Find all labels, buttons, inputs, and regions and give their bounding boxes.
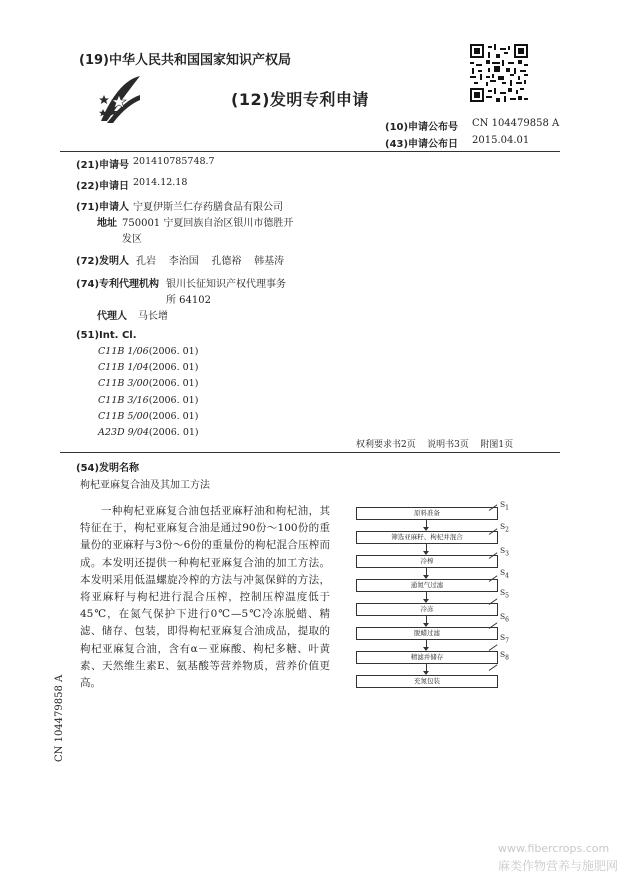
watermark-url: www.fibercrops.com [498,842,610,855]
flow-step-box: 原料准备 [356,507,498,520]
applicant-label: (71)申请人 [76,202,130,213]
ipc-row: A23D 9/04(2006. 01) [98,427,199,438]
header-divider [60,151,560,152]
inventors-value: 孔岩 李治国 孔德裕 韩基涛 [136,256,285,267]
ipc-row: C11B 1/04(2006. 01) [98,362,199,373]
app-no-value: 201410785748.7 [133,156,215,167]
pub-no-label: (10)申请公布号 [385,122,459,133]
flow-step-number: $S_6$ [500,612,509,624]
biblio-divider [60,452,560,453]
pub-date-label: (43)申请公布日 [385,139,459,150]
office-emblem-icon [93,73,143,125]
document-type: (12)发明专利申请 [231,90,369,109]
ipc-row: C11B 3/16(2006. 01) [98,395,199,406]
applicant-value: 宁夏伊斯兰仁存药膳食品有限公司 [133,202,283,213]
app-no-label: (21)申请号 [76,160,130,171]
agent-value: 马长增 [138,311,168,322]
flow-step-number: $S_7$ [500,633,509,645]
flow-step-box: 冷榨 [356,555,498,568]
ipc-row: C11B 1/06(2006. 01) [98,346,199,357]
agent-label: 代理人 [97,311,127,322]
invention-title-label: (54)发明名称 [76,463,140,474]
flow-step-box: 精滤并储存 [356,651,498,664]
watermark-site-name: 麻类作物营养与施肥网 [498,859,619,873]
flow-step-box: 充氮包装 [356,675,498,688]
agency-label: (74)专利代理机构 [76,279,160,290]
agency-line1: 银川长征知识产权代理事务 [166,279,286,290]
flow-step-box: 通氮气过滤 [356,579,498,592]
flow-step-box: 筛选亚麻籽、枸杞并混合 [356,531,498,544]
flow-step-number: $S_4$ [500,568,509,580]
qr-code-icon [470,44,528,102]
page-counts: 权利要求书2页 说明书3页 附图1页 [356,440,514,450]
flow-step-number: $S_1$ [500,500,509,512]
flow-step-number: $S_8$ [500,650,509,662]
app-date-value: 2014.12.18 [133,177,188,188]
ipc-label: (51)Int. Cl. [76,330,137,341]
address-line2: 发区 [122,234,142,245]
abstract-text: 一种枸杞亚麻复合油包括亚麻籽油和枸杞油，其特征在于，枸杞亚麻复合油是通过90份～100份的重量份的亚麻籽与3份～6份的重量份的枸杞混合压榨而成。本发明还提供一种枸杞亚麻复合油的加工方法。本发明采用低温螺旋冷榨的方法与冲氮保鲜的方法，将亚麻籽与枸杞进行混合压榨，控制压榨温度低于45℃，在氮气保护下进行0℃—5℃冷冻脱蜡、精滤、储存、包装，即得枸杞亚麻复合油成品，提取的枸杞亚麻复合油，含有α－亚麻酸、枸杞多糖、叶黄素、天然维生素E、氨基酸等营养物质，营养价值更高。 [80,505,330,690]
flow-step-number: $S_2$ [500,522,509,534]
ipc-row: C11B 5/00(2006. 01) [98,411,199,422]
flow-step-number: $S_5$ [500,588,509,600]
flow-step-box: 脱蜡过滤 [356,627,498,640]
flow-step-number: $S_3$ [500,546,509,558]
office-name: (19)中华人民共和国国家知识产权局 [79,53,291,68]
pub-no-value: CN 104479858 A [472,118,560,129]
agency-line2: 所 64102 [166,295,211,306]
address-line1: 750001 宁夏回族自治区银川市德胜开 [122,218,294,229]
address-label: 地址 [97,218,117,229]
app-date-label: (22)申请日 [76,181,130,192]
invention-title: 枸杞亚麻复合油及其加工方法 [80,480,210,491]
ipc-row: C11B 3/00(2006. 01) [98,378,199,389]
side-publication-number: CN 104479858 A [54,674,65,762]
pub-date-value: 2015.04.01 [472,135,530,146]
flow-step-box: 冷冻 [356,603,498,616]
inventors-label: (72)发明人 [76,256,130,267]
